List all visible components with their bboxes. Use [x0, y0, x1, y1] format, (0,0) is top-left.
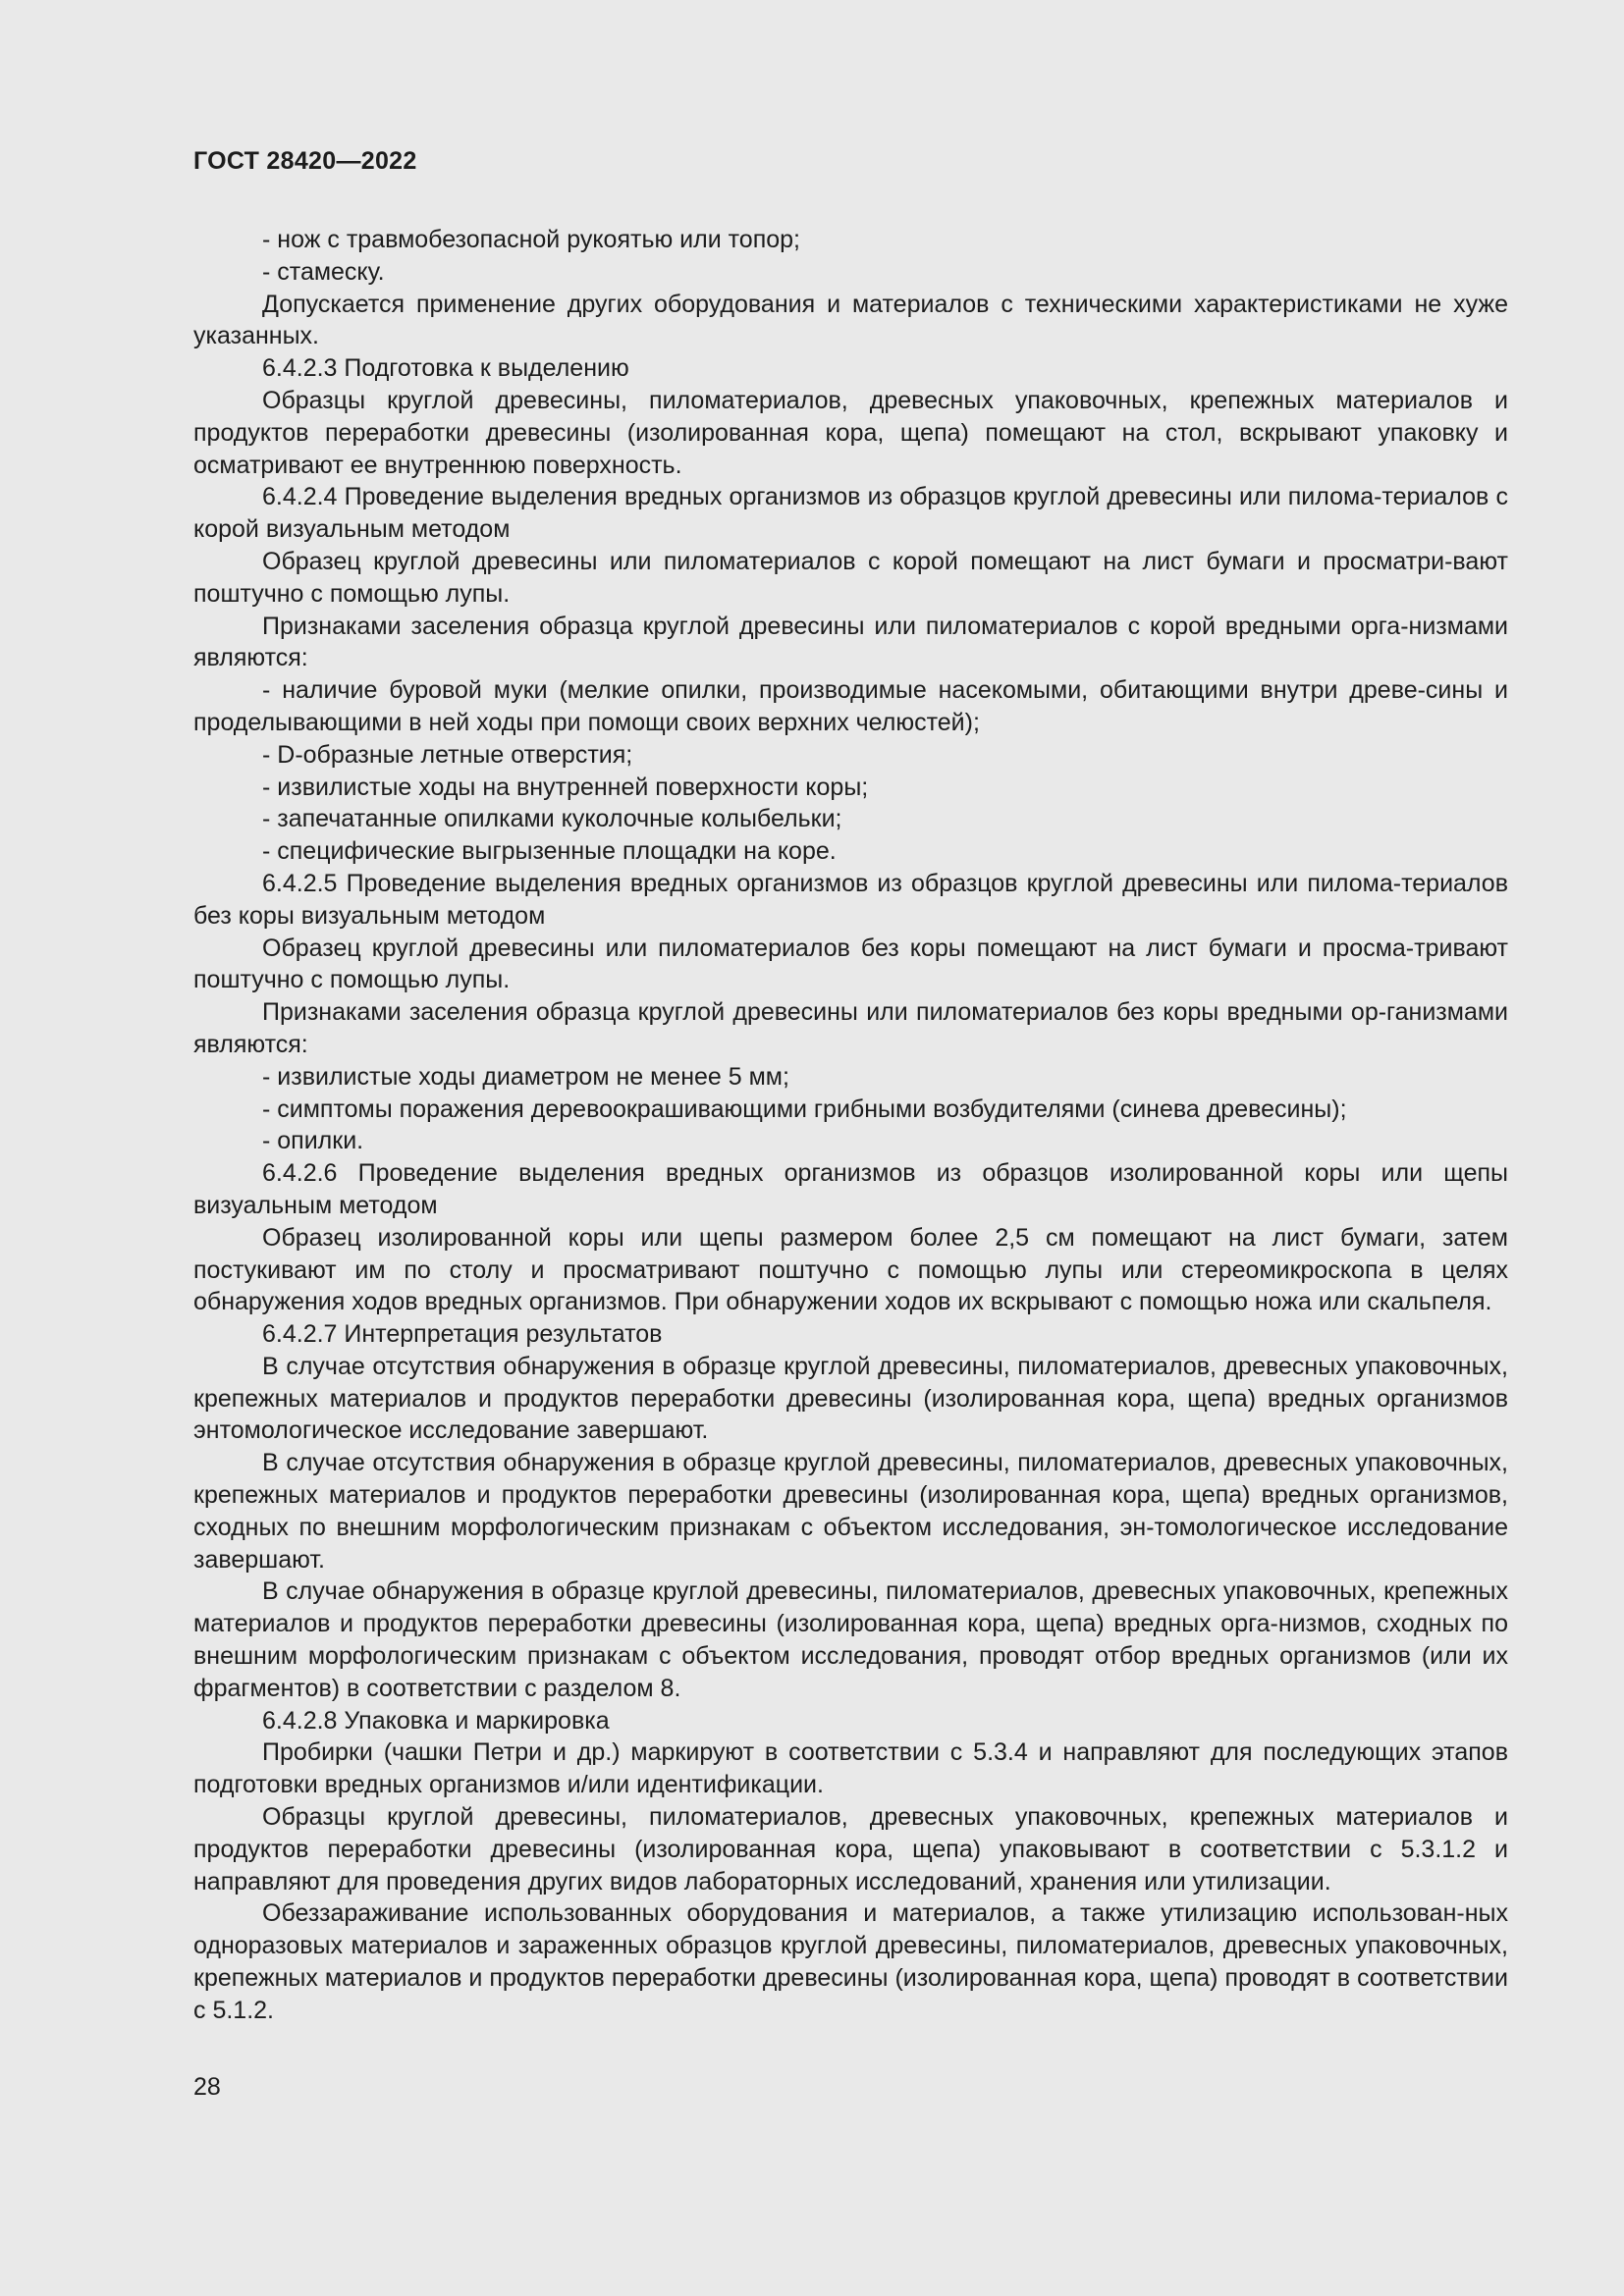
paragraph: Образец круглой древесины или пиломатериалов с корой помещают на лист бумаги и просматри-вают поштучно с помощью лупы. [193, 547, 1508, 608]
list-item: - D-образные летные отверстия; [262, 740, 633, 769]
section-heading: 6.4.2.8 Упаковка и маркировка [262, 1706, 610, 1735]
paragraph: Образец круглой древесины или пиломатериалов без коры помещают на лист бумаги и просма-тривают поштучно с помощью лупы. [193, 934, 1508, 994]
list-item: - запечатанные опилками куколочные колыбельки; [262, 805, 842, 833]
paragraph: Признаками заселения образца круглой древесины или пиломатериалов без коры вредными ор-ганизмами являются: [193, 998, 1508, 1058]
section-heading: 6.4.2.3 Подготовка к выделению [262, 354, 629, 383]
list-item: - нож с травмобезопасной рукоятью или топор; [262, 226, 800, 253]
paragraph: Признаками заселения образца круглой древесины или пиломатериалов с корой вредными орга-низмами являются: [193, 612, 1508, 672]
section-heading: 6.4.2.7 Интерпретация результатов [262, 1320, 663, 1349]
paragraph: Пробирки (чашки Петри и др.) маркируют в соответствии с 5.3.4 и направляют для последующих этапов подготовки вредных организмов и/или идентификации. [193, 1738, 1508, 1799]
paragraph: Образцы круглой древесины, пиломатериалов, древесных упаковочных, крепежных материалов и продуктов переработки древесины (изолированная кора, щепа) упаковывают в соответствии с 5.3.1.2 и направляют для проведения других видов лабораторных исследований, хранения или утилизации. [193, 1803, 1508, 1896]
list-item: - специфические выгрызенные площадки на коре. [262, 837, 837, 866]
list-item: - опилки. [262, 1127, 364, 1155]
paragraph: Допускается применение других оборудования и материалов с техническими характеристиками не хуже указанных. [193, 290, 1508, 350]
paragraph: В случае отсутствия обнаружения в образце круглой древесины, пиломатериалов, древесных упаковочных, крепежных материалов и продуктов переработки древесины (изолированная кора, щепа) вредных организмов, сходных по внешним морфологическим признакам с объектом исследования, эн-томологическое исследование завершают. [193, 1449, 1508, 1574]
page-number: 28 [193, 2073, 221, 2101]
list-item: - стамеску. [262, 257, 385, 286]
list-item: - извилистые ходы диаметром не менее 5 мм; [262, 1062, 789, 1091]
list-item: - симптомы поражения деревоокрашивающими грибными возбудителями (синева древесины); [262, 1095, 1347, 1123]
list-item: - наличие буровой муки (мелкие опилки, производимые насекомыми, обитающими внутри древе-сины и проделывающими в ней ходы при помощи своих верхних челюстей); [193, 676, 1508, 736]
list-item: - извилистые ходы на внутренней поверхности коры; [262, 773, 869, 801]
document-body [193, 224, 1508, 2027]
paragraph: Образец изолированной коры или щепы размером более 2,5 см помещают на лист бумаги, затем постукивают им по столу и просматривают поштучно с помощью лупы или стереомикроскопа в целях обнаружения ходов вредных организмов. При обнаружении ходов их вскрывают с помощью ножа или скальпеля. [193, 1223, 1508, 1316]
section-heading: 6.4.2.5 Проведение выделения вредных организмов из образцов круглой древесины или пилома-териалов без коры визуальным методом [193, 869, 1508, 930]
paragraph: Обеззараживание использованных оборудования и материалов, а также утилизацию использован-ных одноразовых материалов и зараженных образцов круглой древесины, пиломатериалов, древесных упаковочных, крепежных материалов и продуктов переработки древесины (изолированная кора, щепа) проводят в соответствии с 5.1.2. [193, 1899, 1508, 2024]
section-heading: 6.4.2.4 Проведение выделения вредных организмов из образцов круглой древесины или пилома-териалов с корой визуальным методом [193, 483, 1508, 544]
paragraph: В случае обнаружения в образце круглой древесины, пиломатериалов, древесных упаковочных, крепежных материалов и продуктов переработки древесины (изолированная кора, щепа) вредных орга-низмов, сходных по внешним морфологическим признакам с объектом исследования, проводят отбор вредных организмов (или их фрагментов) в соответствии с разделом 8. [193, 1577, 1508, 1702]
paragraph: Образцы круглой древесины, пиломатериалов, древесных упаковочных, крепежных материалов и продуктов переработки древесины (изолированная кора, щепа) помещают на стол, вскрывают упаковку и осматривают ее внутреннюю поверхность. [193, 386, 1508, 479]
paragraph: В случае отсутствия обнаружения в образце круглой древесины, пиломатериалов, древесных упаковочных, крепежных материалов и продуктов переработки древесины (изолированная кора, щепа) вредных организмов энтомологическое исследование завершают. [193, 1352, 1508, 1445]
document-header: ГОСТ 28420—2022 [193, 147, 417, 175]
section-heading: 6.4.2.6 Проведение выделения вредных организмов из образцов изолированной коры или щепы визуальным методом [193, 1159, 1508, 1219]
